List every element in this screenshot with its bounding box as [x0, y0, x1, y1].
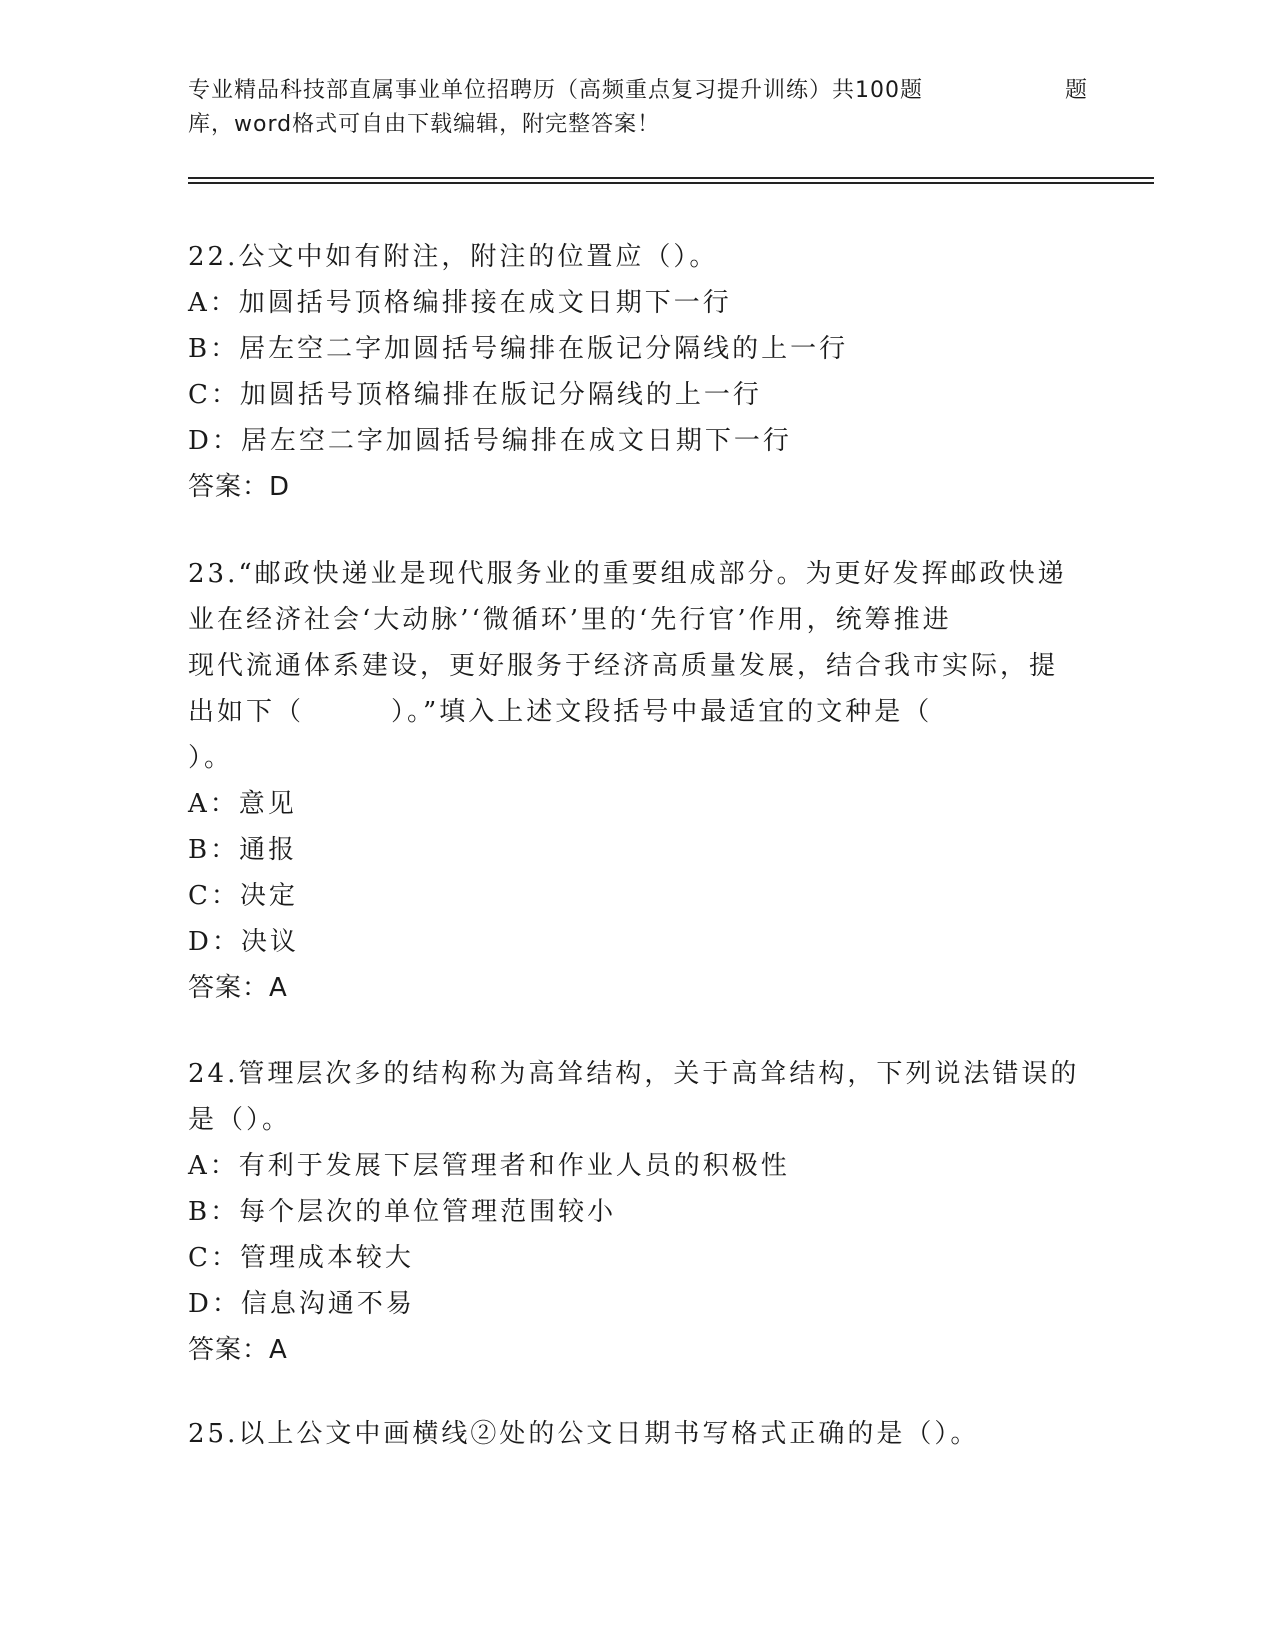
question-stem: 业在经济社会‘大动脉’‘微循环’里的‘先行官’作用，统筹推进 [188, 605, 952, 635]
question-25 [188, 1411, 1088, 1457]
option-d: D：居左空二字加圆括号编排在成文日期下一行 [188, 426, 792, 456]
answer: 答案：D [188, 472, 291, 502]
option-d: D：信息沟通不易 [188, 1289, 415, 1319]
option-b: B：通报 [188, 835, 298, 865]
question-stem: 22.公文中如有附注，附注的位置应（）。 [188, 242, 719, 272]
header-line-1 [188, 74, 1088, 108]
option-b: B：每个层次的单位管理范围较小 [188, 1197, 617, 1227]
question-stem: ）。 [188, 743, 234, 773]
header-divider-top [188, 177, 1154, 179]
question-stem: 25.以上公文中画横线②处的公文日期书写格式正确的是（）。 [188, 1419, 980, 1449]
option-c: C：管理成本较大 [188, 1243, 414, 1273]
question-23 [188, 551, 1088, 1011]
header-subtitle: 库，word格式可自由下载编辑，附完整答案！ [188, 112, 661, 137]
question-stem: 现代流通体系建设，更好服务于经济高质量发展，结合我市实际，提 [188, 651, 1059, 681]
answer: 答案：A [188, 1335, 288, 1365]
question-stem: 23.“邮政快递业是现代服务业的重要组成部分。为更好发挥邮政快递 [188, 559, 1067, 589]
option-c: C：决定 [188, 881, 298, 911]
question-stem: 出如下（ ）。”填入上述文段括号中最适宜的文种是（ [188, 697, 933, 727]
question-24 [188, 1051, 1088, 1373]
header-divider-bottom [188, 182, 1154, 184]
option-c: C：加圆括号顶格编排在版记分隔线的上一行 [188, 380, 762, 410]
option-b: B：居左空二字加圆括号编排在版记分隔线的上一行 [188, 334, 849, 364]
header-title: 专业精品科技部直属事业单位招聘历（高频重点复习提升训练）共100题 [188, 78, 923, 103]
header-title-continuation: 题 [1064, 78, 1088, 103]
question-22 [188, 234, 1088, 510]
question-stem: 24.管理层次多的结构称为高耸结构，关于高耸结构，下列说法错误的 [188, 1059, 1080, 1089]
document-header [188, 74, 1088, 142]
option-a: A：加圆括号顶格编排接在成文日期下一行 [188, 288, 732, 318]
answer: 答案：A [188, 973, 288, 1003]
option-d: D：决议 [188, 927, 299, 957]
option-a: A：有利于发展下层管理者和作业人员的积极性 [188, 1151, 790, 1181]
option-a: A：意见 [188, 789, 297, 819]
question-stem: 是（）。 [188, 1105, 292, 1135]
